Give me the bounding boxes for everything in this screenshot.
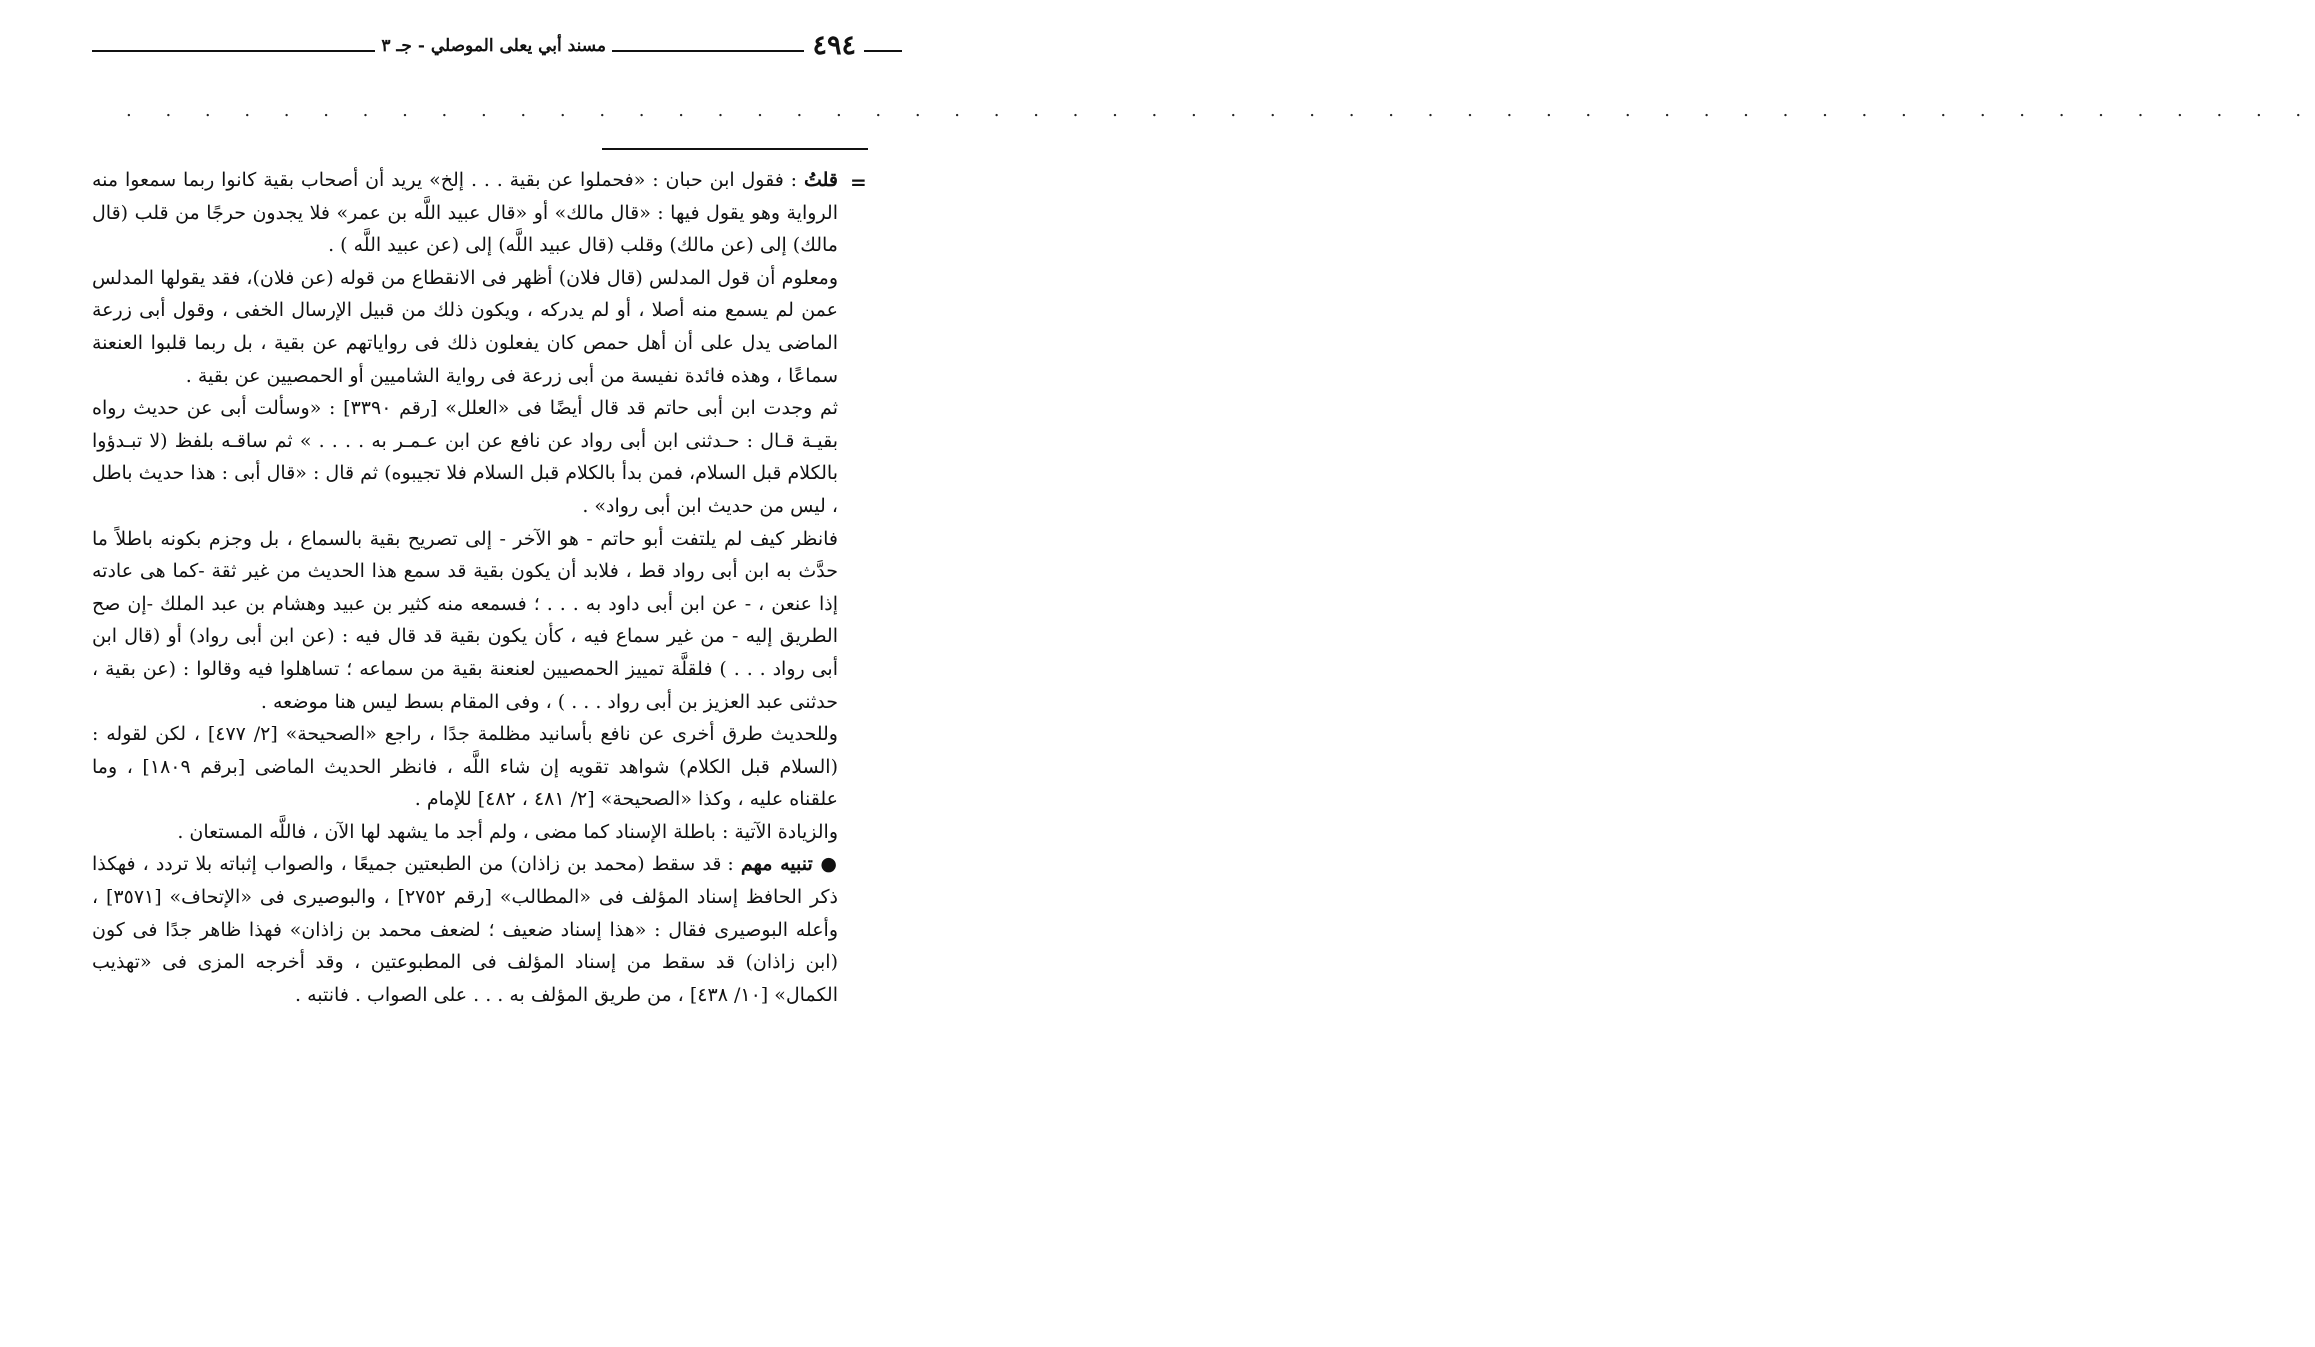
dotted-separator: . . . . . . . . . . . . . . . . . . . . . . . . . . . . . . . . . . . . . . . . . . . . . . . . . . . . . . . . (126, 100, 2315, 121)
paragraph-text: فانظر كيف لم يلتفت أبو حاتم - هو الآخر - إلى تصريح بقية بالسماع ، بل وجزم بكونه باطلاً ما حدَّث به ابن أبى رواد قط ، فلابد أن يكون بقية قد سمع هذا الحديث من غير ثقة -كما هى عادته إذا عنعن ، - عن ابن أبى داود به . . . ؛ فسمعه منه كثير بن عبيد وهشام بن عبد الملك -إن صح الطريق إليه - من غير سماع فيه ، كأن يكون بقية قد قال فيه : (عن ابن أبى رواد) أو (قال ابن أبى رواد . . . ) فلقلَّة تمييز الحمصيين لعنعنة بقية من سماعه ؛ تساهلوا فيه وقالوا : (عن بقية ، حدثنى عبد العزيز بن أبى رواد . . . ) ، وفى المقام بسط ليس هنا موضعه . (92, 527, 838, 713)
running-title: مسند أبي يعلى الموصلي - جـ ٣ (375, 36, 612, 56)
paragraph (92, 262, 838, 392)
continuation-mark: = (850, 170, 867, 194)
paragraph-text: ثم وجدت ابن أبى حاتم قد قال أيضًا فى «العلل» [رقم ٣٣٩٠] : «وسألت أبى عن حديث رواه بقيـة قـال : حـدثنى ابن أبى رواد عن نافع عن ابن عـمـر به . . . . » ثم ساقـه بلفظ (لا تبـدؤوا بالكلام قبل السلام، فمن بدأ بالكلام قبل السلام فلا تجيبوه) ثم قال : «قال أبى : هذا حديث باطل ، ليس من حديث ابن أبى رواد» . (92, 397, 838, 517)
paragraph-text: ومعلوم أن قول المدلس (قال فلان) أظهر فى الانقطاع من قوله (عن فلان)، فقد يقولها المدلس عمن لم يسمع منه أصلا ، أو لم يدركه ، ويكون ذلك من قبيل الإرسال الخفى ، وقول أبى زرعة الماضى يدل على أن أهل حمص كان يفعلون ذلك فى رواياتهم عن بقية ، بل ربما قلبوا العنعنة سماعًا ، وهذه فائدة نفيسة من أبى زرعة فى رواية الشاميين أو الحمصيين عن بقية . (92, 266, 838, 387)
footnote-body (92, 164, 838, 1011)
note-lead: ● تنبيه مهم (740, 853, 838, 876)
paragraph (92, 718, 838, 816)
paragraph-text: وللحديث طرق أخرى عن نافع بأسانيد مظلمة جدًا ، راجع «الصحيحة» [٢/ ٤٧٧] ، لكن لقوله : (السلام قبل الكلام) شواهد تقويه إن شاء اللَّه ، فانظر الحديث الماضى [برقم ١٨٠٩] ، وما علقناه عليه ، وكذا «الصحيحة» [٢/ ٤٨١ ، ٤٨٢] للإمام . (92, 723, 839, 811)
paragraph-text: والزيادة الآتية : باطلة الإسناد كما مضى ، ولم أجد ما يشهد لها الآن ، فاللَّه المستعان . (177, 820, 838, 843)
paragraph-text: : قد سقط (محمد بن زاذان) من الطبعتين جميعًا ، والصواب إثباته بلا تردد ، فهكذا ذكر الحافظ إسناد المؤلف فى «المطالب» [رقم ٢٧٥٢] ، والبوصيرى فى «الإتحاف» [٣٥٧١] ، وأعله البوصيرى فقال : «هذا إسناد ضعيف ؛ لضعف محمد بن زاذان» فهذا ظاهر جدًا فى كون (ابن زاذان) قد سقط من إسناد المؤلف فى المطبوعتين ، وقد أخرجه المزى فى «تهذيب الكمال» [١٠/ ٤٣٨] ، من طريق المؤلف به . . . على الصواب . فانتبه . (92, 853, 838, 1006)
page-number: ٤٩٤ (804, 30, 864, 61)
paragraph (92, 164, 838, 262)
paragraph-lead: قلتُ (803, 169, 838, 191)
paragraph (92, 523, 838, 719)
paragraph-text: : فقول ابن حبان : «فحملوا عن بقية . . . إلخ» يريد أن أصحاب بقية كانوا ربما سمعوا منه الرواية وهو يقول فيها : «قال مالك» أو «قال عبيد اللَّه بن عمر» فلا يجدون حرجًا من قلب (قال مالك) إلى (عن مالك) وقلب (قال عبيد اللَّه) إلى (عن عبيد اللَّه ) . (92, 169, 838, 257)
paragraph (92, 848, 838, 1011)
paragraph (92, 816, 838, 849)
running-header (92, 28, 902, 68)
paragraph (92, 392, 838, 522)
footnote-rule (602, 148, 868, 150)
